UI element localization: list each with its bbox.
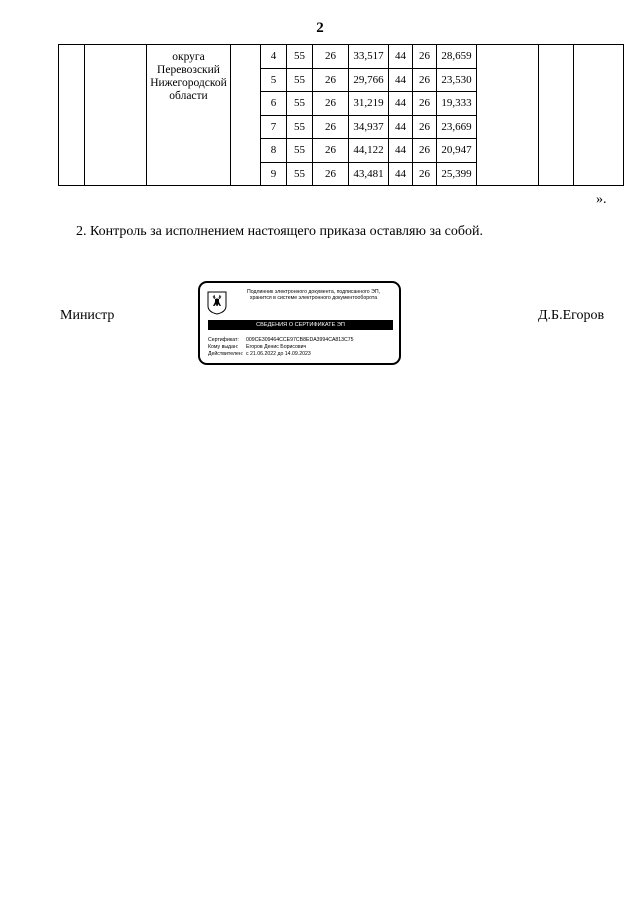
table-cell: 29,766 xyxy=(349,68,389,92)
empty-cell-6 xyxy=(574,45,624,186)
table-cell: 44 xyxy=(389,139,413,163)
empty-cell-1 xyxy=(59,45,85,186)
table-cell: 26 xyxy=(413,115,437,139)
table-cell: 26 xyxy=(313,92,349,116)
table-cell: 44 xyxy=(389,68,413,92)
table-cell: 44 xyxy=(389,162,413,186)
region-line: Нижегородской xyxy=(150,77,227,89)
table-cell: 26 xyxy=(313,68,349,92)
empty-cell-4 xyxy=(477,45,539,186)
signer-position: Министр xyxy=(60,308,115,323)
data-table xyxy=(58,44,624,186)
region-line: округа xyxy=(172,51,205,63)
table-cell: 55 xyxy=(287,68,313,92)
table-cell: 28,659 xyxy=(437,45,477,69)
table-cell: 23,669 xyxy=(437,115,477,139)
table-cell: 8 xyxy=(261,139,287,163)
stamp-notice: Подлинник электронного документа, подписанного ЭП, хранится в системе электронного документооборота xyxy=(246,289,380,302)
empty-cell-5 xyxy=(539,45,574,186)
stamp-issued-to: Кому выдан: Егоров Денис Борисович xyxy=(208,344,307,350)
electronic-signature-stamp xyxy=(198,281,401,365)
table-cell: 44 xyxy=(389,92,413,116)
empty-cell-2 xyxy=(85,45,147,186)
table-cell: 26 xyxy=(413,68,437,92)
table-cell: 55 xyxy=(287,45,313,69)
table-cell: 34,937 xyxy=(349,115,389,139)
table-cell: 43,481 xyxy=(349,162,389,186)
table-cell: 25,399 xyxy=(437,162,477,186)
table-cell: 55 xyxy=(287,92,313,116)
table-cell: 26 xyxy=(413,45,437,69)
table-row xyxy=(59,45,624,69)
table-cell: 26 xyxy=(413,162,437,186)
table-cell: 9 xyxy=(261,162,287,186)
table-cell: 5 xyxy=(261,68,287,92)
region-cell xyxy=(147,45,231,186)
table-cell: 31,219 xyxy=(349,92,389,116)
table-cell: 33,517 xyxy=(349,45,389,69)
table-cell: 26 xyxy=(313,162,349,186)
table-cell: 26 xyxy=(313,139,349,163)
closing-quote: ». xyxy=(596,192,607,207)
table-cell: 4 xyxy=(261,45,287,69)
table-cell: 23,530 xyxy=(437,68,477,92)
table-cell: 6 xyxy=(261,92,287,116)
table-cell: 44 xyxy=(389,45,413,69)
table-cell: 44,122 xyxy=(349,139,389,163)
table-cell: 19,333 xyxy=(437,92,477,116)
table-cell: 26 xyxy=(313,115,349,139)
table-cell: 26 xyxy=(313,45,349,69)
deer-emblem-icon xyxy=(207,291,227,315)
empty-cell-3 xyxy=(231,45,261,186)
table-cell: 20,947 xyxy=(437,139,477,163)
stamp-certificate: Сертификат: 009CE309464CCE97CB8EDA3994CA813C75 xyxy=(208,337,354,343)
region-line: Перевозский xyxy=(157,64,220,76)
signer-name: Д.Б.Егоров xyxy=(538,308,605,323)
table-cell: 55 xyxy=(287,139,313,163)
table-cell: 55 xyxy=(287,115,313,139)
table-cell: 7 xyxy=(261,115,287,139)
table-cell: 26 xyxy=(413,92,437,116)
table-cell: 55 xyxy=(287,162,313,186)
page-number: 2 xyxy=(316,20,324,36)
stamp-header: СВЕДЕНИЯ О СЕРТИФИКАТЕ ЭП xyxy=(208,320,393,330)
table-cell: 26 xyxy=(413,139,437,163)
stamp-validity: Действителен: с 21.06.2022 до 14.09.2023 xyxy=(208,351,311,357)
table-cell: 44 xyxy=(389,115,413,139)
region-line: области xyxy=(169,90,208,102)
order-paragraph: 2. Контроль за исполнением настоящего приказа оставляю за собой. xyxy=(76,224,484,239)
